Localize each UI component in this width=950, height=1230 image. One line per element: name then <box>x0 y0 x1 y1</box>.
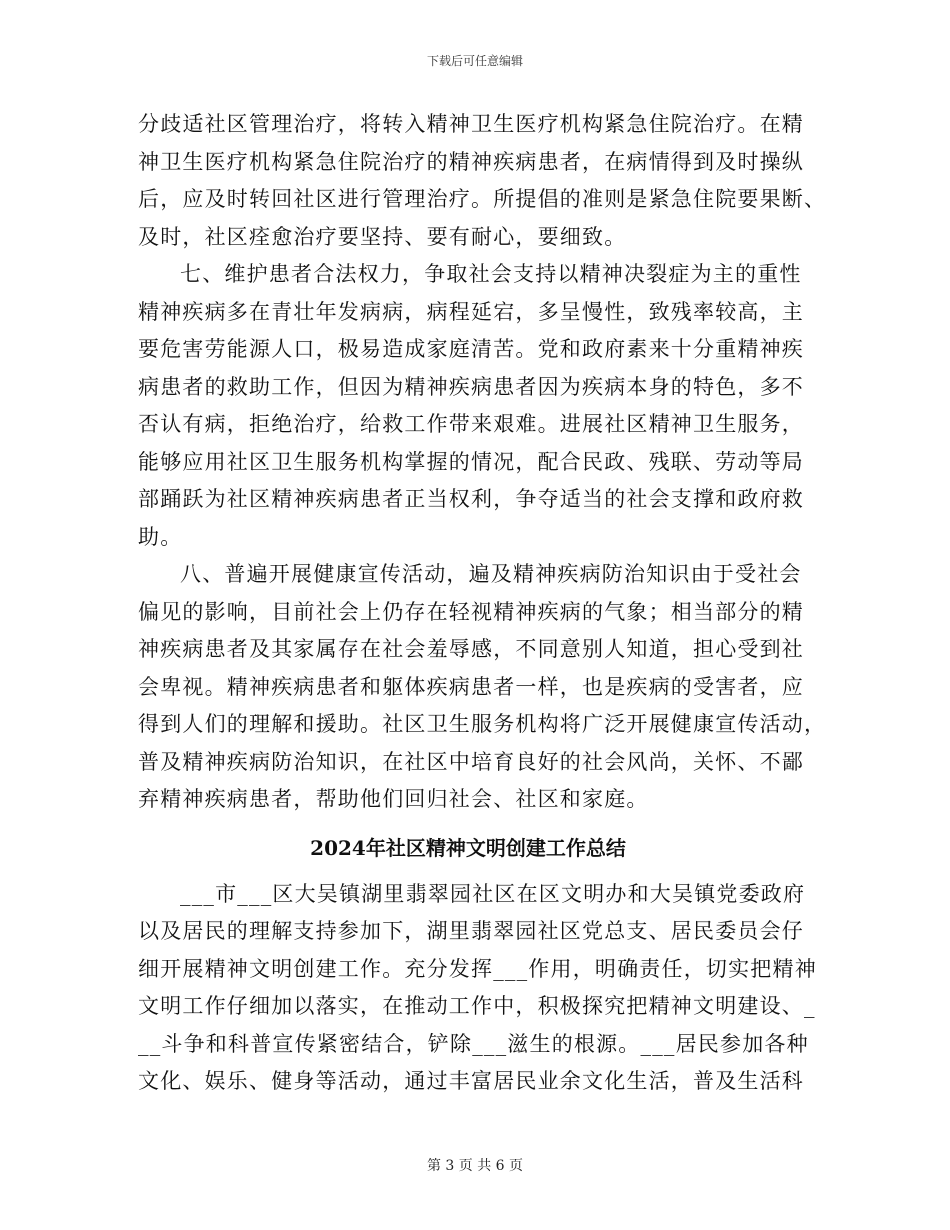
body-line: 病患者的救助工作，但因为精神疾病患者因为疾病本身的特色，多不 <box>138 374 804 399</box>
body-line: 助。 <box>138 524 183 549</box>
body-line: 得到人们的理解和援助。社区卫生服务机构将广泛开展健康宣传活动， <box>138 712 827 736</box>
body-line: 文化、娱乐、健身等活动，通过丰富居民业余文化生活，普及生活科 <box>138 1069 804 1093</box>
paragraph-start-line: 八、普遍开展健康宣传活动，遍及精神疾病防治知识由于受社会 <box>180 562 802 586</box>
body-line: 神卫生医疗机构紧急住院治疗的精神疾病患者，在病情得到及时操纵 <box>138 149 804 174</box>
body-line: 文明工作仔细加以落实，在推动工作中，积极探究把精神文明建设、_ <box>138 994 816 1018</box>
body-line: 分歧适社区管理治疗，将转入精神卫生医疗机构紧急住院治疗。在精 <box>138 112 804 136</box>
body-line: 以及居民的理解支持参加下，湖里翡翠园社区党总支、居民委员会仔 <box>138 919 804 943</box>
body-line: __斗争和科普宣传紧密结合，铲除___滋生的根源。___居民参加各种 <box>138 1031 809 1056</box>
body-line: 偏见的影响，目前社会上仍存在轻视精神疾病的气象；相当部分的精 <box>138 599 804 624</box>
body-line: 细开展精神文明创建工作。充分发挥___作用，明确责任，切实把精神 <box>138 956 817 981</box>
body-line: 及时，社区痊愈治疗要坚持、要有耐心，要细致。 <box>138 224 627 249</box>
body-line: 精神疾病多在青壮年发病病，病程延宕，多呈慢性，致残率较高，主 <box>138 299 804 324</box>
body-line: 神疾病患者及其家属存在社会羞辱感，不同意别人知道，担心受到社 <box>138 637 804 661</box>
page-footer: 第 3 页 共 6 页 <box>426 1158 524 1174</box>
body-line: 会卑视。精神疾病患者和躯体疾病患者一样，也是疾病的受害者，应 <box>138 674 804 699</box>
body-line: 部踊跃为社区精神疾病患者正当权利，争夺适当的社会支撑和政府救 <box>138 487 804 511</box>
body-line: 后，应及时转回社区进行管理治疗。所提倡的准则是紧急住院要果断、 <box>138 187 827 211</box>
body-line: 能够应用社区卫生服务机构掌握的情况，配合民政、残联、劳动等局 <box>138 449 804 474</box>
paragraph-start-line: 七、维护患者合法权力，争取社会支持以精神决裂症为主的重性 <box>180 262 802 286</box>
paragraph-start-line: ___市___区大吴镇湖里翡翠园社区在区文明办和大吴镇党委政府 <box>180 881 806 906</box>
body-line: 否认有病，拒绝治疗，给救工作带来艰难。进展社区精神卫生服务， <box>138 412 804 436</box>
body-line: 普及精神疾病防治知识，在社区中培育良好的社会风尚，关怀、不鄙 <box>138 749 804 774</box>
page-header: 下载后可任意编辑 <box>426 54 523 68</box>
body-line: 弃精神疾病患者，帮助他们回归社会、社区和家庭。 <box>138 787 649 811</box>
body-line: 要危害劳能源人口，极易造成家庭清苦。党和政府素来十分重精神疾 <box>138 337 804 361</box>
document-body <box>138 106 827 1101</box>
section-title: 2024年社区精神文明创建工作总结 <box>310 835 626 860</box>
